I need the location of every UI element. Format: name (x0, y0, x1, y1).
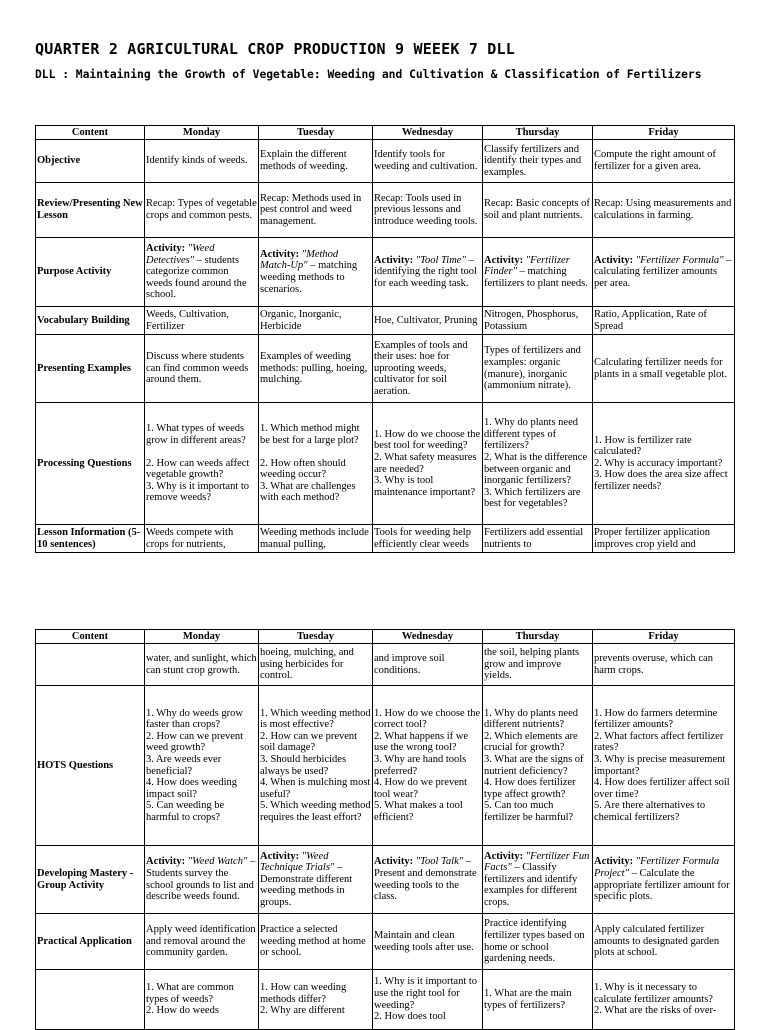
column-header-thursday: Thursday (483, 126, 593, 140)
table-cell: the soil, helping plants grow and improve yields. (483, 644, 593, 686)
table-cell: Types of fertilizers and examples: organic (manure), inorganic (ammonium nitrate). (483, 335, 593, 403)
activity-prefix: Activity: (374, 254, 416, 266)
table-cell: Organic, Inorganic, Herbicide (259, 307, 373, 335)
row-label: Presenting Examples (36, 335, 145, 403)
table-cell: Apply calculated fertilizer amounts to designated garden plots at school. (593, 914, 735, 970)
activity-prefix: Activity: (260, 248, 302, 260)
column-header-tuesday: Tuesday (259, 630, 373, 644)
row-label: Practical Application (36, 914, 145, 970)
activity-prefix: Activity: (260, 850, 302, 862)
activity-cell (483, 846, 593, 914)
row-label: Vocabulary Building (36, 307, 145, 335)
table-cell: Discuss where students can find common weeds around them. (145, 335, 259, 403)
table-cell: 1. How do we choose the correct tool? 2. What happens if we use the wrong tool? 3. Why are hand tools preferred? 4. How do we prevent tool wear? 5. What makes a tool efficient? (373, 686, 483, 846)
activity-description: – Classify fertilizers and identify examples for different crops. (484, 862, 578, 908)
table-cell: Proper fertilizer application improves crop yield and (593, 525, 735, 553)
table-cell: Recap: Basic concepts of soil and plant nutrients. (483, 183, 593, 238)
table-header-row (36, 126, 735, 140)
table-cell: Explain the different methods of weeding. (259, 140, 373, 183)
activity-title: "Fertilizer Fun Facts" (484, 850, 590, 874)
row-label (36, 644, 145, 686)
row-label: Processing Questions (36, 403, 145, 525)
activity-description: – matching fertilizers to plant needs. (484, 266, 588, 289)
row-purpose-activity (36, 238, 735, 307)
row-developing-mastery (36, 846, 735, 914)
table-cell: 1. Why do plants need different types of fertilizers? 2. What is the difference between organic and inorganic fertilizers? 3. Which fertilizers are best for vegetables? (483, 403, 593, 525)
activity-cell (593, 846, 735, 914)
activity-title: "Fertilizer Formula" (635, 254, 724, 266)
column-header-friday: Friday (593, 126, 735, 140)
row-processing-questions (36, 403, 735, 525)
table-cell: 1. What types of weeds grow in different areas? 2. How can weeds affect vegetable growth? 3. Why is it important to remove weeds? (145, 403, 259, 525)
table-cell: Ratio, Application, Rate of Spread (593, 307, 735, 335)
table-cell: Weeds, Cultivation, Fertilizer (145, 307, 259, 335)
table-cell: Examples of tools and their uses: hoe for uprooting weeds, cultivator for soil aeration. (373, 335, 483, 403)
table-cell: Fertilizers add essential nutrients to (483, 525, 593, 553)
table-cell: Identify tools for weeding and cultivation. (373, 140, 483, 183)
activity-cell (483, 238, 593, 307)
column-header-content: Content (36, 630, 145, 644)
table-cell: 1. How can weeding methods differ? 2. Why are different (259, 970, 373, 1030)
activity-cell (373, 846, 483, 914)
activity-cell (373, 238, 483, 307)
page-subtitle: DLL : Maintaining the Growth of Vegetable: Weeding and Cultivation & Classification of Fertilizers (35, 68, 702, 81)
row-lesson-information (36, 525, 735, 553)
activity-prefix: Activity: (484, 850, 526, 862)
table-cell: Compute the right amount of fertilizer for a given area. (593, 140, 735, 183)
table-cell: 1. What are common types of weeds? 2. How do weeds (145, 970, 259, 1030)
activity-description: – Students survey the school grounds to list and describe weeds found. (146, 856, 256, 903)
row-cut-off (36, 970, 735, 1030)
activity-title: "Fertilizer Finder" (484, 254, 570, 278)
activity-prefix: Activity: (594, 856, 636, 868)
row-objective (36, 140, 735, 183)
table-cell: Practice a selected weeding method at home or school. (259, 914, 373, 970)
table-cell: Maintain and clean weeding tools after use. (373, 914, 483, 970)
table-cell: 1. Which method might be best for a large plot? 2. How often should weeding occur? 3. What are challenges with each method? (259, 403, 373, 525)
row-review (36, 183, 735, 238)
activity-description: – students categorize common weeds found around the school. (146, 254, 247, 301)
row-label: HOTS Questions (36, 686, 145, 846)
table-cell: 1. How is fertilizer rate calculated? 2. Why is accuracy important? 3. How does the area size affect fertilizer needs? (593, 403, 735, 525)
table-cell: Calculating fertilizer needs for plants in a small vegetable plot. (593, 335, 735, 403)
table-cell: 1. How do we choose the best tool for weeding? 2. What safety measures are needed? 3. Why is tool maintenance important? (373, 403, 483, 525)
activity-title: "Weed Detectives" (146, 243, 215, 266)
row-presenting-examples (36, 335, 735, 403)
table-cell: 1. Why is it necessary to calculate fertilizer amounts? 2. What are the risks of over- (593, 970, 735, 1030)
table-cell: Apply weed identification and removal around the community garden. (145, 914, 259, 970)
table-cell: prevents overuse, which can harm crops. (593, 644, 735, 686)
activity-cell (259, 846, 373, 914)
table-cell: Weeds compete with crops for nutrients, (145, 525, 259, 553)
row-label: Purpose Activity (36, 238, 145, 307)
activity-description: – Demonstrate different weeding methods in groups. (260, 862, 353, 908)
table-cell: 1. Why do weeds grow faster than crops? 2. How can we prevent weed growth? 3. Are weeds ever beneficial? 4. How does weeding impact soil? 5. Can weeding be harmful to crops? (145, 686, 259, 846)
dll-table-page2 (35, 629, 735, 1030)
table-cell: Recap: Tools used in previous lessons and introduce weeding tools. (373, 183, 483, 238)
column-header-wednesday: Wednesday (373, 630, 483, 644)
activity-prefix: Activity: (146, 243, 188, 255)
table-cell: 1. Which weeding method is most effective? 2. How can we prevent soil damage? 3. Should herbicides always be used? 4. When is mulching most useful? 5. Which weeding method requires the least effort? (259, 686, 373, 846)
table-cell: Weeding methods include manual pulling, (259, 525, 373, 553)
table-header-row (36, 630, 735, 644)
table-cell: Recap: Using measurements and calculations in farming. (593, 183, 735, 238)
activity-prefix: Activity: (146, 856, 188, 868)
table-cell: Tools for weeding help efficiently clear weeds (373, 525, 483, 553)
table-cell: hoeing, mulching, and using herbicides for control. (259, 644, 373, 686)
table-cell: 1. What are the main types of fertilizers? (483, 970, 593, 1030)
row-vocabulary (36, 307, 735, 335)
activity-prefix: Activity: (484, 254, 526, 266)
table-cell: Practice identifying fertilizer types based on home or school gardening needs. (483, 914, 593, 970)
activity-title: "Weed Watch" (187, 856, 248, 868)
activity-title: "Fertilizer Formula Project" (594, 856, 720, 879)
table-cell: water, and sunlight, which can stunt crop growth. (145, 644, 259, 686)
activity-description: – Present and demonstrate weeding tools to the class. (374, 856, 477, 903)
activity-cell (593, 238, 735, 307)
row-practical-application (36, 914, 735, 970)
column-header-content: Content (36, 126, 145, 140)
dll-table-page1 (35, 125, 735, 553)
column-header-monday: Monday (145, 630, 259, 644)
column-header-thursday: Thursday (483, 630, 593, 644)
row-lesson-information-continued (36, 644, 735, 686)
activity-title: "Tool Talk" (415, 856, 464, 868)
table-cell: Recap: Methods used in pest control and weed management. (259, 183, 373, 238)
activity-cell (259, 238, 373, 307)
activity-title: "Method Match-Up" (260, 248, 339, 272)
column-header-friday: Friday (593, 630, 735, 644)
activity-prefix: Activity: (374, 856, 416, 868)
column-header-monday: Monday (145, 126, 259, 140)
table-cell: Recap: Types of vegetable crops and common pests. (145, 183, 259, 238)
table-cell: 1. Why is it important to use the right tool for weeding? 2. How does tool (373, 970, 483, 1030)
table-cell: Nitrogen, Phosphorus, Potassium (483, 307, 593, 335)
activity-title: "Tool Time" (415, 254, 466, 266)
row-label: Review/Presenting New Lesson (36, 183, 145, 238)
activity-description: – Calculate the appropriate fertilizer amount for specific plots. (594, 867, 730, 903)
activity-description: – identifying the right tool for each weeding task. (374, 254, 477, 289)
row-label: Developing Mastery - Group Activity (36, 846, 145, 914)
activity-description: – calculating fertilizer amounts per area. (594, 254, 732, 289)
page-title: QUARTER 2 AGRICULTURAL CROP PRODUCTION 9 WEEEK 7 DLL (35, 40, 515, 58)
row-label: Lesson Information (5-10 sentences) (36, 525, 145, 553)
column-header-wednesday: Wednesday (373, 126, 483, 140)
table-cell: 1. How do farmers determine fertilizer amounts? 2. What factors affect fertilizer rates? 3. Why is precise measurement important? 4. How does fertilizer affect soil over time? 5. Are there alternatives to chemical fertilizers? (593, 686, 735, 846)
table-cell: 1. Why do plants need different nutrients? 2. Which elements are crucial for growth? 3. What are the signs of nutrient deficiency? 4. How does fertilizer type affect growth? 5. Can too much fertilizer be harmful? (483, 686, 593, 846)
activity-cell (145, 238, 259, 307)
table-cell: Identify kinds of weeds. (145, 140, 259, 183)
table-cell: and improve soil conditions. (373, 644, 483, 686)
activity-title: "Weed Technique Trials" (260, 850, 335, 874)
row-hots-questions (36, 686, 735, 846)
activity-cell (145, 846, 259, 914)
activity-description: – matching weeding methods to scenarios. (260, 260, 358, 295)
row-label (36, 970, 145, 1030)
row-label: Objective (36, 140, 145, 183)
column-header-tuesday: Tuesday (259, 126, 373, 140)
table-cell: Classify fertilizers and identify their types and examples. (483, 140, 593, 183)
table-cell: Hoe, Cultivator, Pruning (373, 307, 483, 335)
table-cell: Examples of weeding methods: pulling, hoeing, mulching. (259, 335, 373, 403)
activity-prefix: Activity: (594, 254, 636, 266)
